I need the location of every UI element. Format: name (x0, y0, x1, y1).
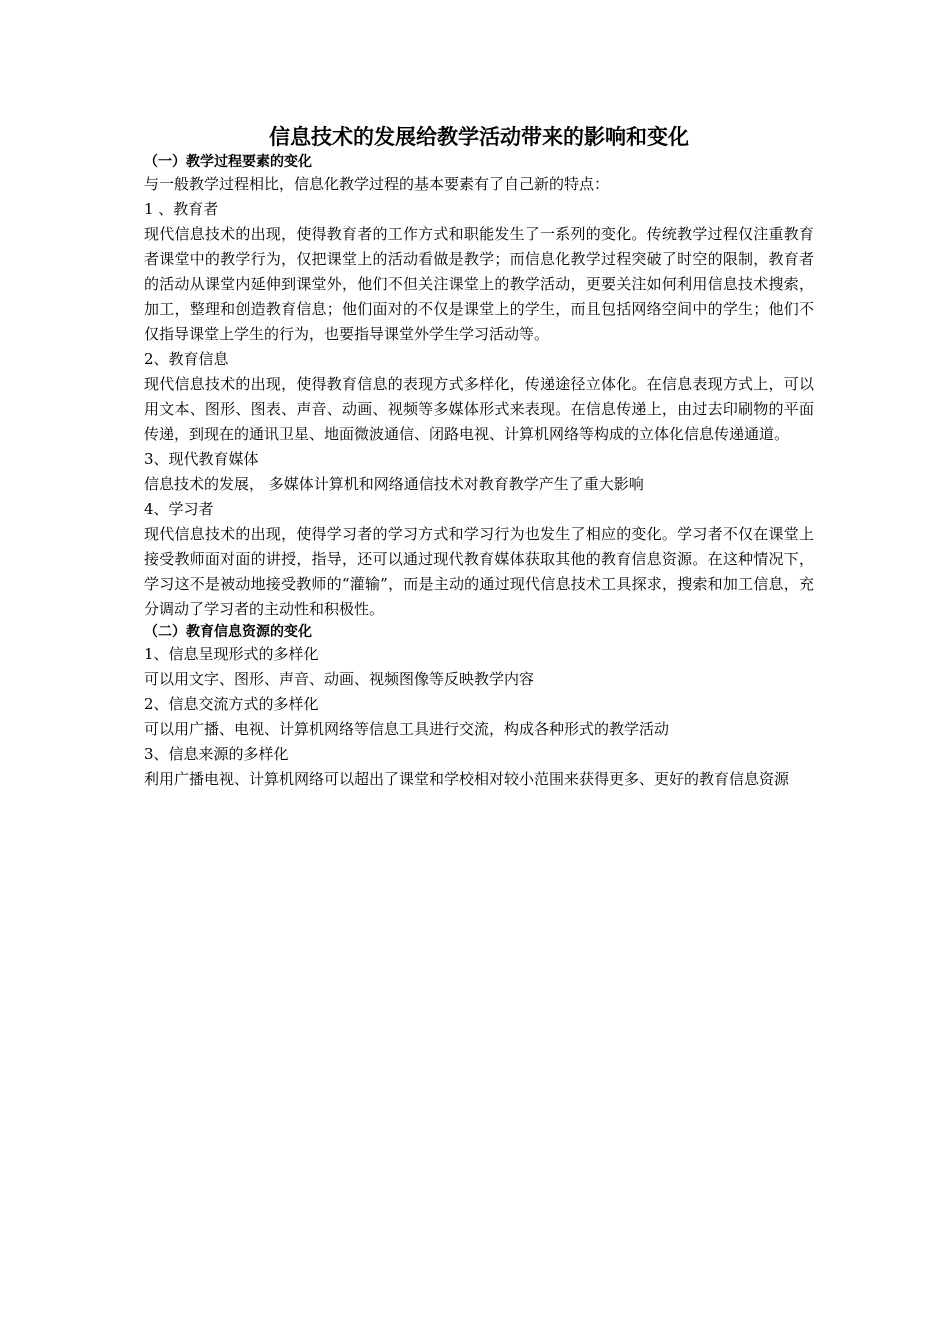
item-text: 信息技术的发展， 多媒体计算机和网络通信技术对教育教学产生了重大影响 (144, 475, 644, 493)
item-text: 可以用广播、电视、计算机网络等信息工具进行交流，构成各种形式的教学活动 (144, 720, 670, 738)
section-1-intro: 与一般教学过程相比，信息化教学过程的基本要素有了自己新的特点： (144, 175, 610, 193)
item-text: 利用广播电视、计算机网络可以超出了课堂和学校相对较小范围来获得更多、更好的教育信息资源 (144, 770, 790, 788)
item-heading: 2、教育信息 (144, 350, 229, 368)
item-heading: 4、学习者 (144, 500, 214, 518)
item-text: 现代信息技术的出现，使得学习者的学习方式和学习行为也发生了相应的变化。学习者不仅在课堂上接受教师面对面的讲授，指导，还可以通过现代教育媒体获取其他的教育信息资源。在这种情况下，学习这不是被动地接受教师的“灌输”，而是主动的通过现代信息技术工具探求，搜索和加工信息，充分调动了学习者的主动性和积极性。 (144, 525, 814, 618)
item-text: 现代信息技术的出现，使得教育者的工作方式和职能发生了一系列的变化。传统教学过程仅注重教育者课堂中的教学行为，仅把课堂上的活动看做是教学；而信息化教学过程突破了时空的限制，教育者的活动从课堂内延伸到课堂外，他们不但关注课堂上的教学活动，更要关注如何利用信息技术搜索，加工，整理和创造教育信息；他们面对的不仅是课堂上的学生，而且包括网络空间中的学生；他们不仅指导课堂上学生的行为，也要指导课堂外学生学习活动等。 (144, 225, 814, 343)
section-heading-1: （一）教学过程要素的变化 (144, 154, 312, 170)
item-text: 可以用文字、图形、声音、动画、视频图像等反映教学内容 (144, 670, 535, 688)
section-heading-2: （二）教育信息资源的变化 (144, 624, 312, 640)
item-heading: 3、信息来源的多样化 (144, 745, 289, 763)
document-title: 信息技术的发展给教学活动带来的影响和变化 (269, 125, 689, 149)
item-heading: 3、现代教育媒体 (144, 450, 259, 468)
item-heading: 1 、教育者 (144, 200, 219, 218)
item-heading: 1、信息呈现形式的多样化 (144, 645, 319, 663)
item-text: 现代信息技术的出现，使得教育信息的表现方式多样化，传递途径立体化。在信息表现方式上，可以用文本、图形、图表、声音、动画、视频等多媒体形式来表现。在信息传递上，由过去印刷物的平面传递，到现在的通讯卫星、地面微波通信、闭路电视、计算机网络等构成的立体化信息传递通道。 (144, 375, 814, 443)
item-heading: 2、信息交流方式的多样化 (144, 695, 319, 713)
document-page (144, 122, 814, 792)
